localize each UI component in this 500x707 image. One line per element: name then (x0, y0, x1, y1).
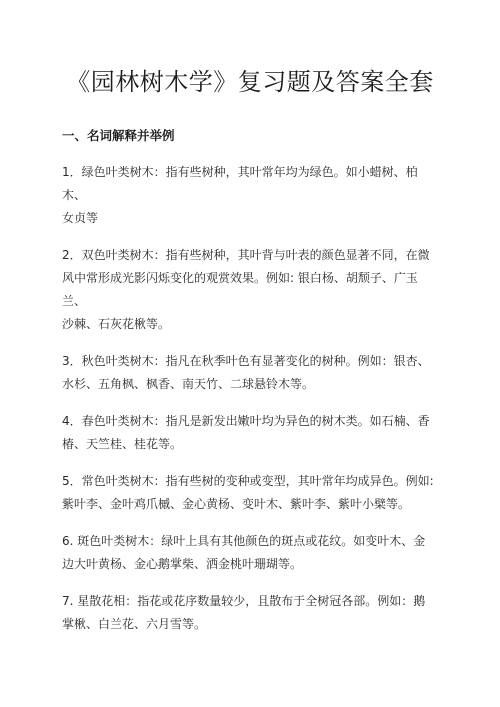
entry-line: 沙棘、石灰花楸等。 (62, 317, 171, 331)
document-title: 《园林树木学》复习题及答案全套 (66, 68, 434, 96)
entry-line: 7. 星散花相：指花或花序数量较少，且散布于全树冠各部。例如：鹅 (62, 594, 426, 608)
entry-7 (62, 590, 438, 636)
entry-line: 2．双色叶类树木：指有些树种，其叶背与叶表的颜色显著不同，在微 (62, 248, 430, 262)
section-heading: 一、名词解释并举例 (62, 128, 175, 143)
entry-line: 水杉、五角枫、枫香、南天竹、二球悬铃木等。 (62, 377, 315, 391)
entry-line: 紫叶李、金叶鸡爪槭、金心黄杨、变叶木、紫叶李、紫叶小檗等。 (62, 497, 411, 511)
entry-1 (62, 161, 438, 230)
entry-6 (62, 530, 438, 576)
entry-2 (62, 244, 438, 336)
entry-3 (62, 350, 438, 396)
entry-line: 椿、天竺桂、桂花等。 (62, 437, 183, 451)
entry-line: 边大叶黄杨、金心鹅掌柴、洒金桃叶珊瑚等。 (62, 557, 303, 571)
entry-4 (62, 410, 438, 456)
entry-5 (62, 470, 438, 516)
entry-line: 5．常色叶类树木：指有些树的变种或变型，其叶常年均成异色。例如: (62, 474, 434, 488)
entry-line: 3．秋色叶类树木：指凡在秋季叶色有显著变化的树种。例如：银杏、 (62, 354, 430, 368)
entry-line: 4．春色叶类树木：指凡是新发出嫩叶均为异色的树木类。如石楠、香 (62, 414, 430, 428)
entry-line: 掌楸、白兰花、六月雪等。 (62, 617, 207, 631)
entry-line: 女贞等 (62, 211, 99, 225)
entry-line: 1．绿色叶类树木：指有些树种，其叶常年均为绿色。如小蜡树、柏木、 (62, 165, 418, 202)
entry-line: 6. 斑色叶类树木：绿叶上具有其他颜色的斑点或花纹。如变叶木、金 (62, 534, 426, 548)
entry-line: 风中常形成光影闪烁变化的观赏效果。例如: 银白杨、胡颓子、广玉兰、 (62, 271, 418, 308)
